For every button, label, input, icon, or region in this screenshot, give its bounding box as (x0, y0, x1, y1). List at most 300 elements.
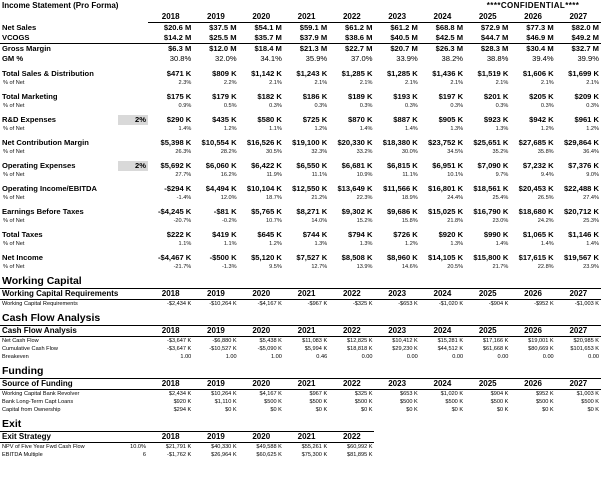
value-cell: 30.5% (266, 149, 282, 155)
section-spacer (420, 361, 465, 379)
value-cell: $0 K (360, 407, 373, 413)
value-cell: $68.8 M (435, 23, 464, 32)
percent-row (0, 125, 601, 133)
value-cell: $54.1 M (254, 23, 282, 32)
row-label: % of Net (3, 172, 25, 178)
value-cell: 34.1% (260, 54, 282, 63)
year-header: 2018 (148, 12, 193, 23)
value-cell: 1.2% (540, 126, 554, 132)
value-cell: $29,230 K (392, 346, 418, 352)
data-row (0, 353, 601, 361)
value-cell: 2.1% (359, 80, 373, 86)
value-cell: $17,615 K (518, 253, 554, 262)
value-cell: $419 K (212, 230, 237, 239)
value-cell: 0.46 (316, 354, 328, 360)
row-label: EBITDA Multiple (2, 452, 43, 458)
section-title-row (0, 414, 601, 432)
value-cell: $580 K (257, 115, 282, 124)
value-cell: $1,436 K (432, 69, 464, 78)
value-cell: $10,104 K (246, 184, 282, 193)
year-header: 2021 (284, 12, 329, 23)
section-spacer (239, 361, 284, 379)
percent-row (0, 79, 601, 87)
row-label: Total Sales & Distribution (2, 69, 94, 78)
row-label: Total Taxes (2, 230, 43, 239)
row-label: GM % (2, 54, 24, 63)
year-header: 2026 (510, 12, 555, 23)
value-cell: $7,090 K (477, 161, 509, 170)
value-cell: $81,895 K (346, 452, 373, 458)
value-cell: $0 K (542, 407, 554, 413)
value-cell: 38.2% (441, 54, 464, 63)
statement-header-row (0, 0, 601, 12)
rate-cell (118, 390, 148, 399)
value-cell: $26.3 M (420, 44, 465, 55)
year-header: 2020 (239, 379, 284, 390)
value-cell: $75,300 K (301, 452, 328, 458)
section-spacer (239, 308, 284, 326)
rate-cell (118, 345, 148, 353)
value-cell: 26.3% (175, 149, 192, 155)
value-cell: 2.2% (223, 80, 237, 86)
value-cell: $209 K (574, 92, 599, 101)
value-cell: 34.5% (447, 149, 464, 155)
section-spacer (329, 308, 374, 326)
value-cell: 30.8% (169, 54, 192, 63)
value-cell: $500 K (354, 399, 373, 405)
value-cell: 1.2% (269, 241, 282, 247)
value-cell: $37.9 M (299, 33, 328, 42)
row-label: Working Capital Requirements (2, 301, 78, 307)
value-cell: 27.4% (583, 195, 599, 201)
section-title: Cash Flow Analysis (2, 312, 101, 324)
section-spacer (465, 361, 510, 379)
year-header: 2022 (329, 326, 374, 337)
value-cell: $10,412 K (392, 338, 418, 344)
year-header: 2023 (374, 326, 419, 337)
value-cell: -$653 K (398, 301, 418, 307)
rate-blank (118, 54, 148, 64)
value-cell: $0 K (587, 407, 599, 413)
value-cell: 1.1% (223, 241, 237, 247)
value-cell: $22,488 K (563, 184, 599, 193)
value-cell: $923 K (483, 115, 509, 124)
section-spacer (329, 271, 374, 289)
value-cell: $11,083 K (302, 338, 328, 344)
value-cell (465, 443, 510, 452)
value-cell: -$904 K (488, 301, 509, 307)
value-cell (510, 451, 555, 459)
value-cell: -20.7% (173, 218, 192, 224)
row-label: % of Net (3, 195, 25, 201)
value-cell: $11,566 K (383, 184, 418, 193)
year-header: 2025 (465, 12, 510, 23)
rate-blank (118, 253, 148, 263)
value-cell: $20.7 M (374, 44, 419, 55)
percent-row (0, 240, 601, 248)
header-blank (0, 12, 148, 23)
rate-blank (118, 217, 148, 225)
value-cell: 1.4% (540, 241, 554, 247)
value-cell: 1.3% (314, 241, 328, 247)
value-cell: 10.9% (356, 172, 373, 178)
line-item-row (0, 92, 601, 102)
value-cell: $500 K (400, 399, 418, 405)
value-cell: 24.4% (447, 195, 464, 201)
row-label: Operating Income/EBITDA (2, 184, 97, 193)
value-cell: $182 K (257, 92, 282, 101)
year-header: 2021 (284, 432, 329, 443)
value-cell: $12.0 M (193, 44, 238, 55)
header-spacer (148, 0, 193, 12)
section-header-row (0, 379, 601, 390)
year-header: 2025 (465, 289, 510, 300)
value-cell: 12.7% (311, 264, 328, 270)
rate-blank (118, 148, 148, 156)
value-cell: $0 K (225, 407, 237, 413)
value-cell: -$1,762 K (167, 452, 192, 458)
section-spacer (193, 308, 238, 326)
value-cell: 1.1% (178, 241, 192, 247)
value-cell: 1.00 (225, 354, 237, 360)
value-cell: $990 K (483, 230, 509, 239)
value-cell: $887 K (393, 115, 418, 124)
year-header: 2027 (556, 289, 601, 300)
value-cell: 1.3% (450, 126, 464, 132)
section-spacer (284, 271, 329, 289)
value-cell: $49.2 M (571, 33, 599, 42)
year-header: 2022 (329, 289, 374, 300)
year-header: 2019 (193, 12, 238, 23)
line-item-row (0, 253, 601, 263)
value-cell: $9,302 K (341, 207, 373, 216)
line-item-row (0, 54, 601, 64)
value-cell: $8,508 K (341, 253, 373, 262)
value-cell: $46.9 M (526, 33, 554, 42)
value-cell: $19,100 K (292, 138, 328, 147)
year-header: 2027 (556, 12, 601, 23)
year-header-row (0, 12, 601, 23)
header-spacer (239, 0, 284, 12)
section-spacer (420, 414, 465, 432)
value-cell: $49,588 K (256, 444, 282, 450)
year-header: 2026 (510, 379, 555, 390)
value-cell: -$5,090 K (257, 346, 282, 352)
value-cell: 1.2% (405, 241, 418, 247)
value-cell: $2,434 K (168, 391, 192, 397)
value-cell: $20,985 K (573, 338, 599, 344)
row-label: Capital from Ownership (2, 407, 61, 413)
section-spacer (556, 361, 601, 379)
value-cell: $870 K (347, 115, 373, 124)
value-cell: -$10,264 K (209, 301, 237, 307)
section-spacer (465, 271, 510, 289)
value-cell: $22.7 M (329, 44, 374, 55)
value-cell: $40,330 K (211, 444, 237, 450)
value-cell: 0.3% (359, 103, 373, 109)
rate-cell (118, 398, 148, 406)
value-cell: 28.2% (220, 149, 237, 155)
year-header: 2022 (329, 12, 374, 23)
row-label: Earnings Before Taxes (2, 207, 84, 216)
value-cell: $18.4 M (239, 44, 284, 55)
value-cell: 1.1% (269, 126, 282, 132)
value-cell: 21.7% (492, 264, 509, 270)
value-cell: 21.2% (311, 195, 328, 201)
year-header: 2027 (556, 326, 601, 337)
value-cell: 9.4% (540, 172, 554, 178)
year-header: 2019 (193, 379, 238, 390)
value-cell: $18,818 K (346, 346, 373, 352)
value-cell: 10.1% (447, 172, 464, 178)
year-header: 2026 (510, 289, 555, 300)
rate-cell: 6 (142, 452, 146, 458)
data-row (0, 390, 601, 399)
percent-row (0, 102, 601, 110)
header-spacer (374, 0, 419, 12)
section-header-label: Source of Funding (0, 379, 148, 390)
value-cell: $15,025 K (428, 207, 464, 216)
value-cell: -$3,647 K (167, 346, 192, 352)
value-cell: 25.4% (492, 195, 509, 201)
value-cell: 2.3% (178, 80, 192, 86)
section-spacer (284, 361, 329, 379)
value-cell: 25.3% (583, 218, 599, 224)
rate-blank (118, 138, 148, 148)
row-label: Gross Margin (0, 44, 118, 55)
value-cell (510, 443, 555, 452)
value-cell: -$3,647 K (167, 338, 192, 344)
value-cell: $61.2 M (390, 23, 418, 32)
value-cell: $1,285 K (341, 69, 373, 78)
line-item-row (0, 138, 601, 148)
value-cell: $15,800 K (473, 253, 509, 262)
value-cell: $25.5 M (209, 33, 237, 42)
section-header-label: Cash Flow Analysis (0, 326, 148, 337)
value-cell: -$500 K (209, 253, 237, 262)
value-cell: 33.9% (396, 54, 418, 63)
value-cell: $12,550 K (292, 184, 328, 193)
percent-row (0, 217, 601, 225)
year-header: 2022 (329, 432, 374, 443)
value-cell: $80,669 K (528, 346, 554, 352)
value-cell: $500 K (581, 399, 599, 405)
row-label: Net Contribution Margin (2, 138, 89, 147)
value-cell: 16.2% (220, 172, 237, 178)
value-cell: 9.0% (586, 172, 599, 178)
value-cell: 22.3% (356, 195, 373, 201)
section-spacer (329, 414, 374, 432)
percent-row (0, 148, 601, 156)
value-cell: $1,519 K (477, 69, 509, 78)
value-cell: $10,264 K (211, 391, 237, 397)
year-header: 2021 (284, 289, 329, 300)
value-cell (420, 451, 465, 459)
value-cell: $6,951 K (432, 161, 464, 170)
value-cell: -$81 K (213, 207, 237, 216)
row-label: Net Income (2, 253, 43, 262)
rate-blank (118, 69, 148, 79)
value-cell (374, 451, 419, 459)
value-cell: $18,380 K (382, 138, 418, 147)
rate-blank (118, 92, 148, 102)
value-cell: $30.4 M (510, 44, 555, 55)
value-cell: 0.00 (361, 354, 373, 360)
value-cell: 27.7% (175, 172, 192, 178)
line-item-row (0, 44, 601, 55)
value-cell: $20,712 K (563, 207, 599, 216)
value-cell: $13,649 K (337, 184, 373, 193)
section-spacer (556, 414, 601, 432)
value-cell: -$967 K (307, 301, 328, 307)
row-label: % of Net (3, 80, 25, 86)
value-cell: 0.3% (405, 103, 418, 109)
value-cell: $500 K (264, 399, 282, 405)
row-label: Cumulative Cash Flow (2, 346, 58, 352)
value-cell: 37.0% (350, 54, 373, 63)
year-header: 2023 (374, 12, 419, 23)
value-cell: $5,120 K (251, 253, 282, 262)
value-cell: 11.1% (311, 172, 328, 178)
value-cell: 1.4% (586, 241, 599, 247)
value-cell: -$2,434 K (167, 301, 192, 307)
value-cell: $37.5 M (209, 23, 237, 32)
value-cell: 1.3% (495, 126, 509, 132)
value-cell: $12,825 K (346, 338, 373, 344)
value-cell: 1.3% (450, 241, 464, 247)
value-cell: $21.3 M (284, 44, 329, 55)
row-label: % of Net (3, 149, 25, 155)
row-label: Working Capital Bank Revolver (2, 391, 80, 397)
value-cell: -$325 K (352, 301, 373, 307)
rate-cell: 10.0% (130, 444, 146, 450)
rate-blank (118, 171, 148, 179)
value-cell: -$1,003 K (574, 301, 599, 307)
value-cell: 0.3% (495, 103, 509, 109)
value-cell: $4,494 K (205, 184, 237, 193)
value-cell: 9.5% (269, 264, 282, 270)
value-cell: -$952 K (534, 301, 554, 307)
rate-blank (118, 194, 148, 202)
section-spacer (284, 414, 329, 432)
section-header-row (0, 432, 601, 443)
year-header: 2019 (193, 289, 238, 300)
value-cell: $20,453 K (518, 184, 554, 193)
value-cell (556, 451, 601, 459)
value-cell: $72.9 M (480, 23, 509, 32)
value-cell: $471 K (166, 69, 192, 78)
value-cell: $26,964 K (211, 452, 237, 458)
value-cell: $205 K (529, 92, 554, 101)
page-title: Income Statement (Pro Forma) (2, 1, 119, 10)
section-spacer (329, 361, 374, 379)
value-cell: $8,271 K (296, 207, 328, 216)
value-cell: $5,994 K (304, 346, 328, 352)
value-cell: 39.9% (577, 54, 599, 63)
year-header: 2024 (420, 326, 465, 337)
section-spacer (193, 271, 238, 289)
section-header-row (0, 326, 601, 337)
value-cell: 39.4% (532, 54, 554, 63)
rate-blank (118, 207, 148, 217)
line-item-row (0, 230, 601, 240)
year-header: 2020 (239, 326, 284, 337)
value-cell: $6,422 K (251, 161, 282, 170)
header-spacer (420, 0, 465, 12)
rate-blank (118, 263, 148, 271)
year-header: 2021 (284, 326, 329, 337)
section-spacer (420, 271, 465, 289)
section-header-row (0, 289, 601, 300)
value-cell: $59.1 M (299, 23, 328, 32)
value-cell: $294 K (173, 407, 192, 413)
line-item-row (0, 161, 601, 171)
section-spacer (556, 271, 601, 289)
value-cell: $0 K (406, 407, 418, 413)
value-cell: 15.8% (401, 218, 418, 224)
value-cell: 23.9% (583, 264, 599, 270)
section-spacer (239, 414, 284, 432)
value-cell: $44.7 M (480, 33, 509, 42)
year-header: 2020 (239, 289, 284, 300)
value-cell: -1.3% (221, 264, 237, 270)
value-cell: $1,285 K (386, 69, 418, 78)
value-cell: -1.4% (176, 195, 192, 201)
value-cell: $32.7 M (556, 44, 601, 55)
value-cell: $60,992 K (346, 444, 373, 450)
value-cell: 9.7% (495, 172, 509, 178)
value-cell: 18.9% (401, 195, 418, 201)
section-spacer (193, 361, 238, 379)
year-header: 2024 (420, 379, 465, 390)
value-cell: $435 K (212, 115, 237, 124)
value-cell: $16,790 K (473, 207, 509, 216)
value-cell: 0.9% (178, 103, 192, 109)
rate-cell (118, 337, 148, 346)
section-spacer (284, 308, 329, 326)
rate-cell (118, 300, 148, 309)
year-header: 2018 (148, 289, 193, 300)
value-cell: 2.1% (586, 80, 599, 86)
value-cell: $1,020 K (440, 391, 464, 397)
section-spacer (510, 361, 555, 379)
value-cell: $19,567 K (563, 253, 599, 262)
year-header (420, 432, 465, 443)
value-cell: 35.8% (537, 149, 554, 155)
value-cell: $29,864 K (563, 138, 599, 147)
value-cell: $197 K (438, 92, 464, 101)
value-cell: $60,625 K (256, 452, 282, 458)
value-cell: $175 K (166, 92, 192, 101)
value-cell (465, 451, 510, 459)
value-cell (556, 443, 601, 452)
year-header: 2021 (284, 379, 329, 390)
value-cell: $0 K (451, 407, 464, 413)
value-cell: $6.3 M (148, 44, 193, 55)
rate-blank (118, 102, 148, 110)
value-cell: $325 K (354, 391, 373, 397)
value-cell: 1.4% (178, 126, 192, 132)
section-title-row (0, 271, 601, 289)
value-cell: -$4,245 K (157, 207, 192, 216)
value-cell: 15.2% (356, 218, 373, 224)
year-header (374, 432, 419, 443)
value-cell: $1,065 K (522, 230, 554, 239)
rate-blank (118, 230, 148, 240)
value-cell: $44,512 K (437, 346, 464, 352)
value-cell: $4,167 K (259, 391, 282, 397)
row-label: Operating Expenses (2, 161, 76, 170)
